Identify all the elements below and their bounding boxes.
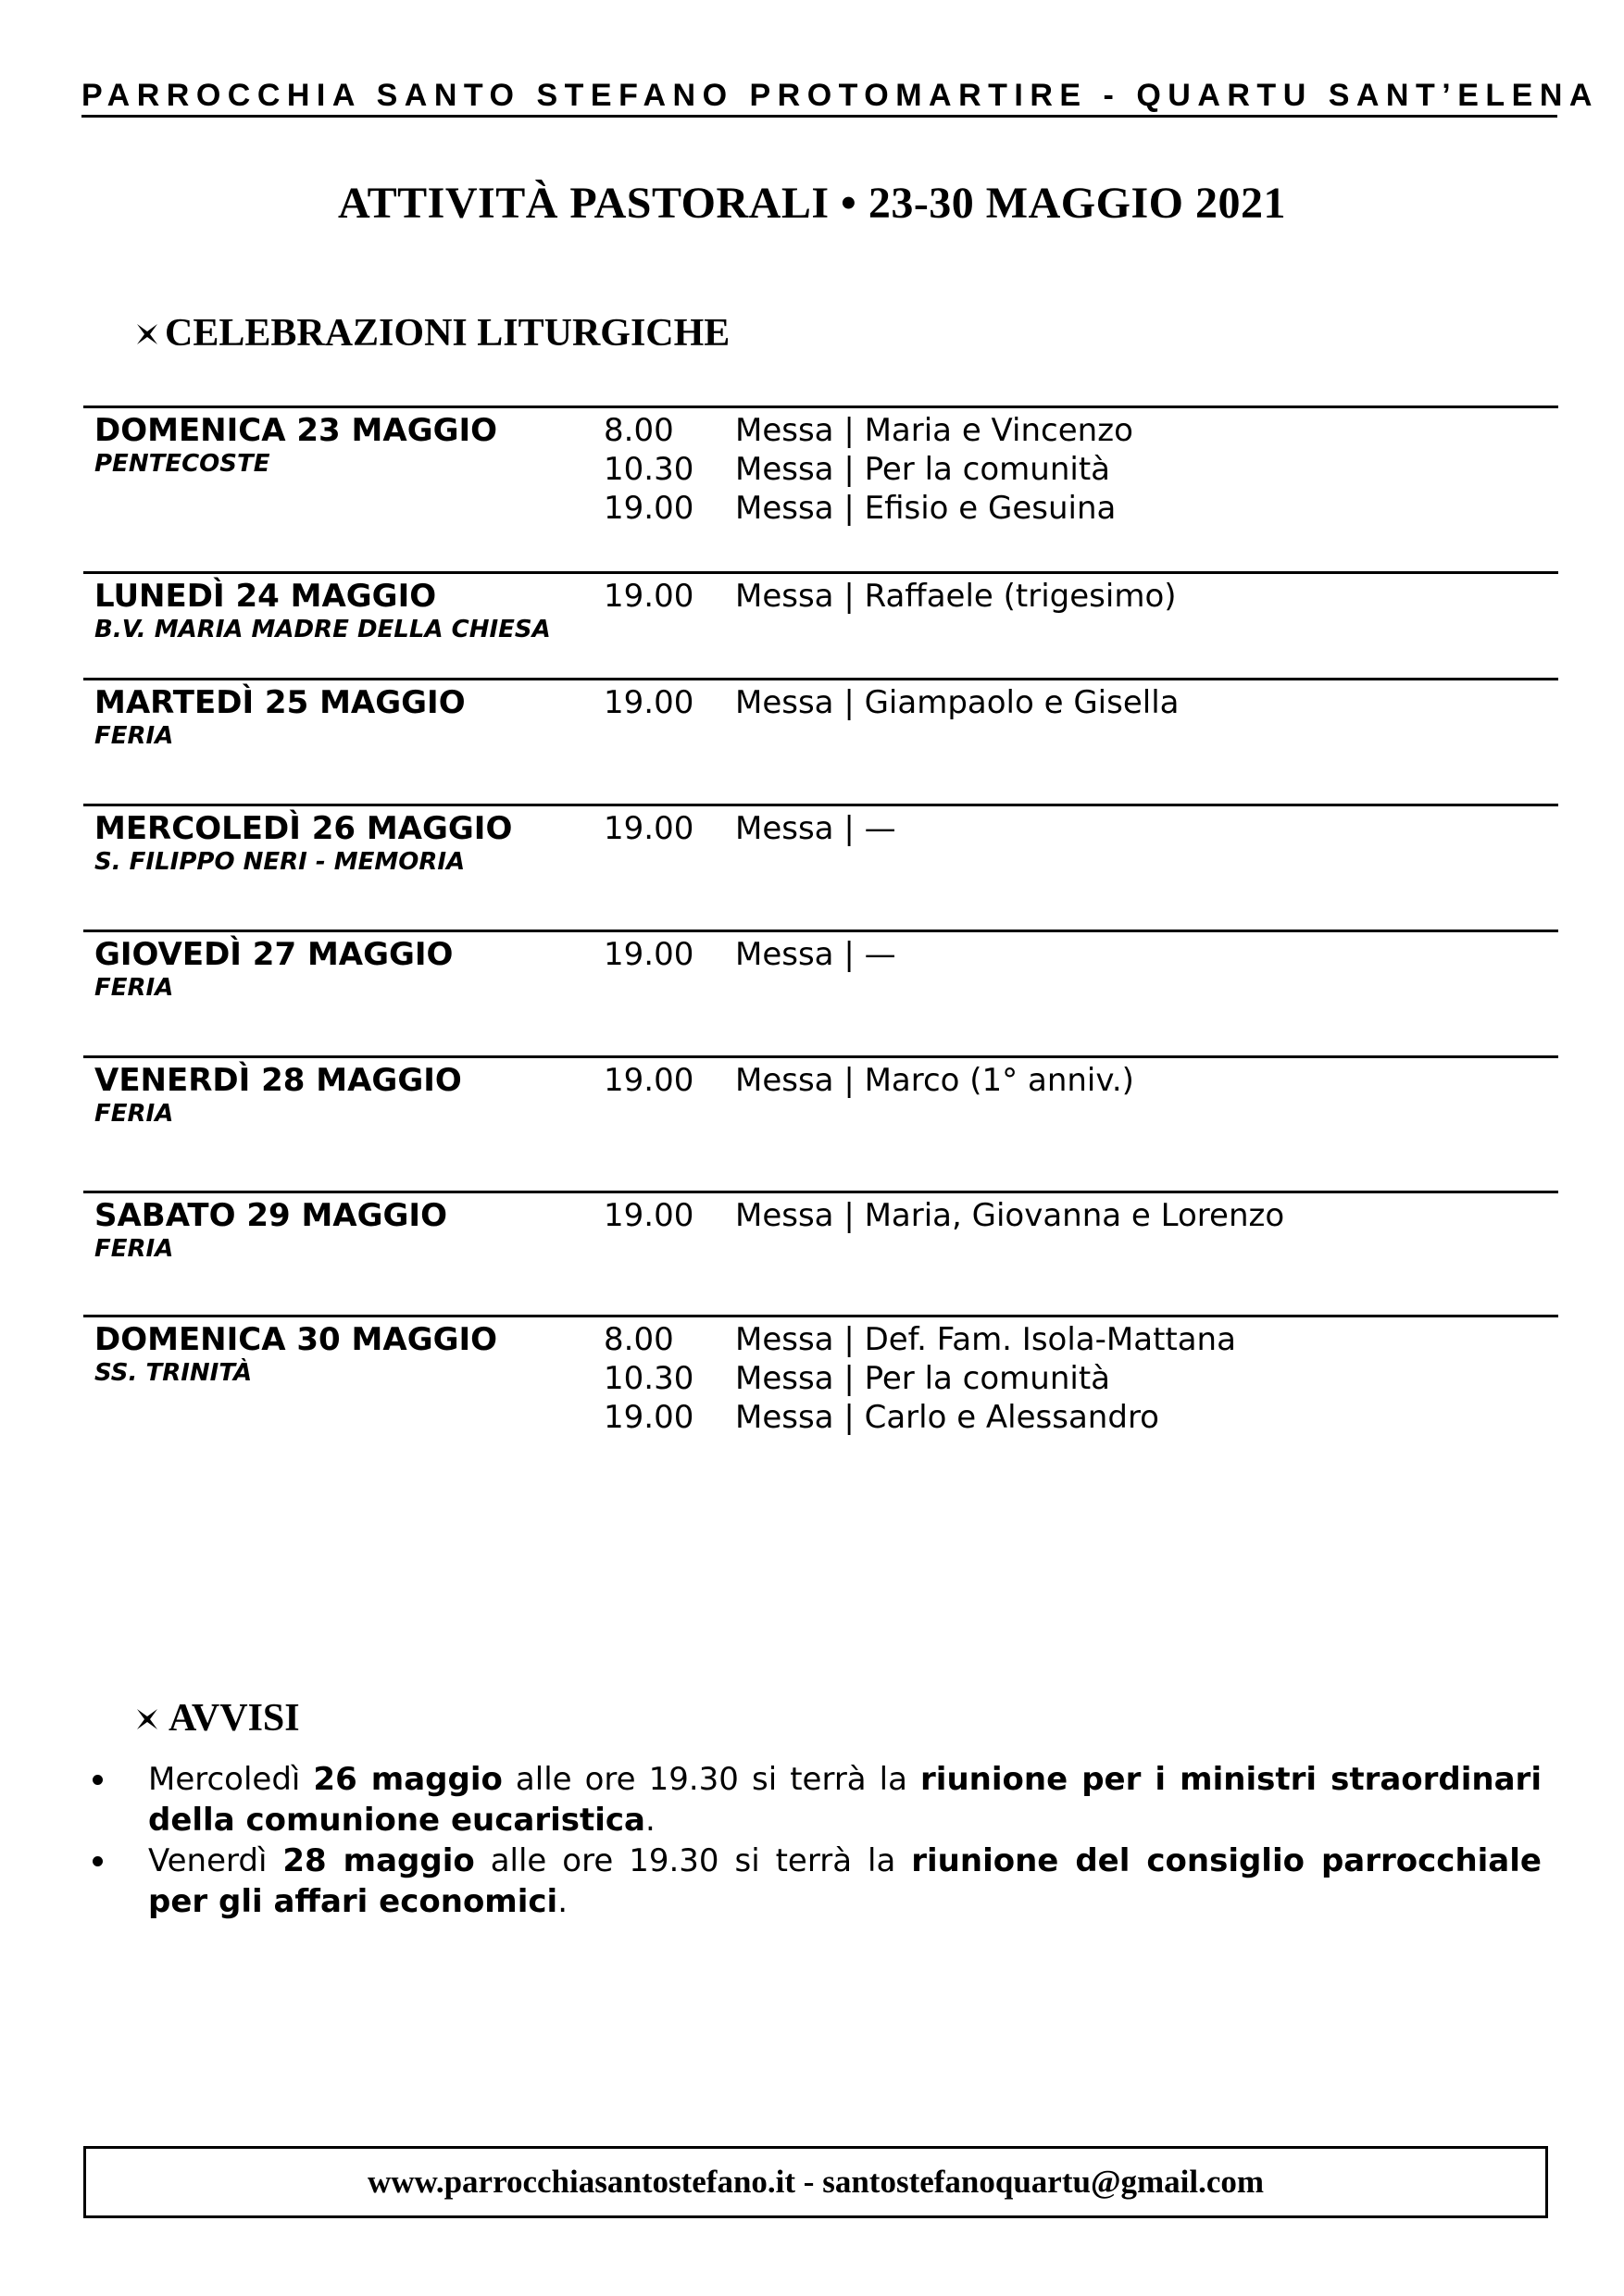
day-row [83,678,1558,792]
mass-time: 19.00 [604,810,694,847]
day-row [83,1191,1558,1304]
day-row [83,406,1558,527]
notice-text: alle ore 19.30 si terrà la [502,1761,921,1798]
mass-time: 19.00 [604,1197,694,1234]
day-name: MARTEDÌ 25 MAGGIO [94,684,466,721]
notice-end: . [644,1802,656,1839]
parish-header [81,76,1599,118]
notices-list [93,1759,1542,1922]
day-name: GIOVEDÌ 27 MAGGIO [94,936,454,973]
liturgical-feast: SS. TRINITÀ [94,1359,253,1387]
mass-intention: Messa | Per la comunità [735,1360,1110,1397]
mass-time: 10.30 [604,1360,694,1397]
notice-day: Mercoledì [148,1761,314,1798]
day-row [83,1315,1558,1436]
liturgical-feast: FERIA [94,1235,174,1263]
page-title: ATTIVITÀ PASTORALI • 23-30 MAGGIO 2021 [338,179,1286,228]
liturgical-feast: FERIA [94,974,174,1002]
fleuron-cross-icon [137,1709,157,1729]
liturgical-feast: S. FILIPPO NERI - MEMORIA [94,848,466,876]
mass-intention: Messa | Carlo e Alessandro [735,1399,1159,1436]
section-heading-avvisi: AVVISI [169,1697,300,1740]
mass-intention: Messa | Maria, Giovanna e Lorenzo [735,1197,1285,1234]
mass-intention: Messa | Def. Fam. Isola-Mattana [735,1321,1236,1358]
day-name: VENERDÌ 28 MAGGIO [94,1062,462,1099]
bullet-icon [93,1856,103,1866]
day-row [83,930,1558,1043]
liturgical-feast: B.V. MARIA MADRE DELLA CHIESA [94,616,551,643]
mass-time: 8.00 [604,1321,674,1358]
mass-time: 19.00 [604,578,694,615]
mass-intention: Messa | — [735,936,896,973]
day-name: DOMENICA 30 MAGGIO [94,1321,498,1358]
day-name: SABATO 29 MAGGIO [94,1197,447,1234]
footer-contact: www.parrocchiasantostefano.it - santostefanoquartu@gmail.com [367,2164,1265,2200]
day-name: MERCOLEDÌ 26 MAGGIO [94,810,513,847]
liturgical-feast: FERIA [94,722,174,750]
section-heading-celebrazioni: CELEBRAZIONI LITURGICHE [165,312,731,355]
mass-time: 19.00 [604,490,694,527]
mass-intention: Messa | Per la comunità [735,451,1110,488]
day-row [83,571,1558,685]
notice-item [93,1759,1542,1841]
liturgical-feast: FERIA [94,1100,174,1128]
day-row [83,1055,1558,1169]
mass-time: 19.00 [604,936,694,973]
mass-intention: Messa | Raffaele (trigesimo) [735,578,1177,615]
liturgical-feast: PENTECOSTE [94,450,270,478]
mass-time: 19.00 [604,1399,694,1436]
notice-day: Venerdì [148,1842,283,1879]
mass-time: 10.30 [604,451,694,488]
notice-event: riunione per i ministri straordinari della comunione eucaristica [148,1761,1542,1839]
day-name: DOMENICA 23 MAGGIO [94,412,498,449]
mass-intention: Messa | Marco (1° anniv.) [735,1062,1134,1099]
notice-text: alle ore 19.30 si terrà la [474,1842,912,1879]
footer-contact-box [83,2146,1548,2218]
mass-intention: Messa | Giampaolo e Gisella [735,684,1180,721]
mass-time: 8.00 [604,412,674,449]
notice-date: 26 maggio [313,1761,503,1798]
mass-time: 19.00 [604,684,694,721]
notice-event: riunione del consiglio parrocchiale per gli affari economici [148,1842,1542,1920]
mass-intention: Messa | — [735,810,896,847]
fleuron-cross-icon [137,324,157,344]
notice-end: . [557,1883,568,1920]
mass-time: 19.00 [604,1062,694,1099]
mass-intention: Messa | Maria e Vincenzo [735,412,1133,449]
notice-date: 28 maggio [282,1842,475,1879]
parish-name: PARROCCHIA SANTO STEFANO PROTOMARTIRE - QUARTU SANT’ELENA [81,78,1599,113]
day-row [83,804,1558,917]
bullet-icon [93,1775,103,1785]
mass-intention: Messa | Efisio e Gesuina [735,490,1117,527]
day-name: LUNEDÌ 24 MAGGIO [94,578,437,615]
notice-item [93,1841,1542,1922]
